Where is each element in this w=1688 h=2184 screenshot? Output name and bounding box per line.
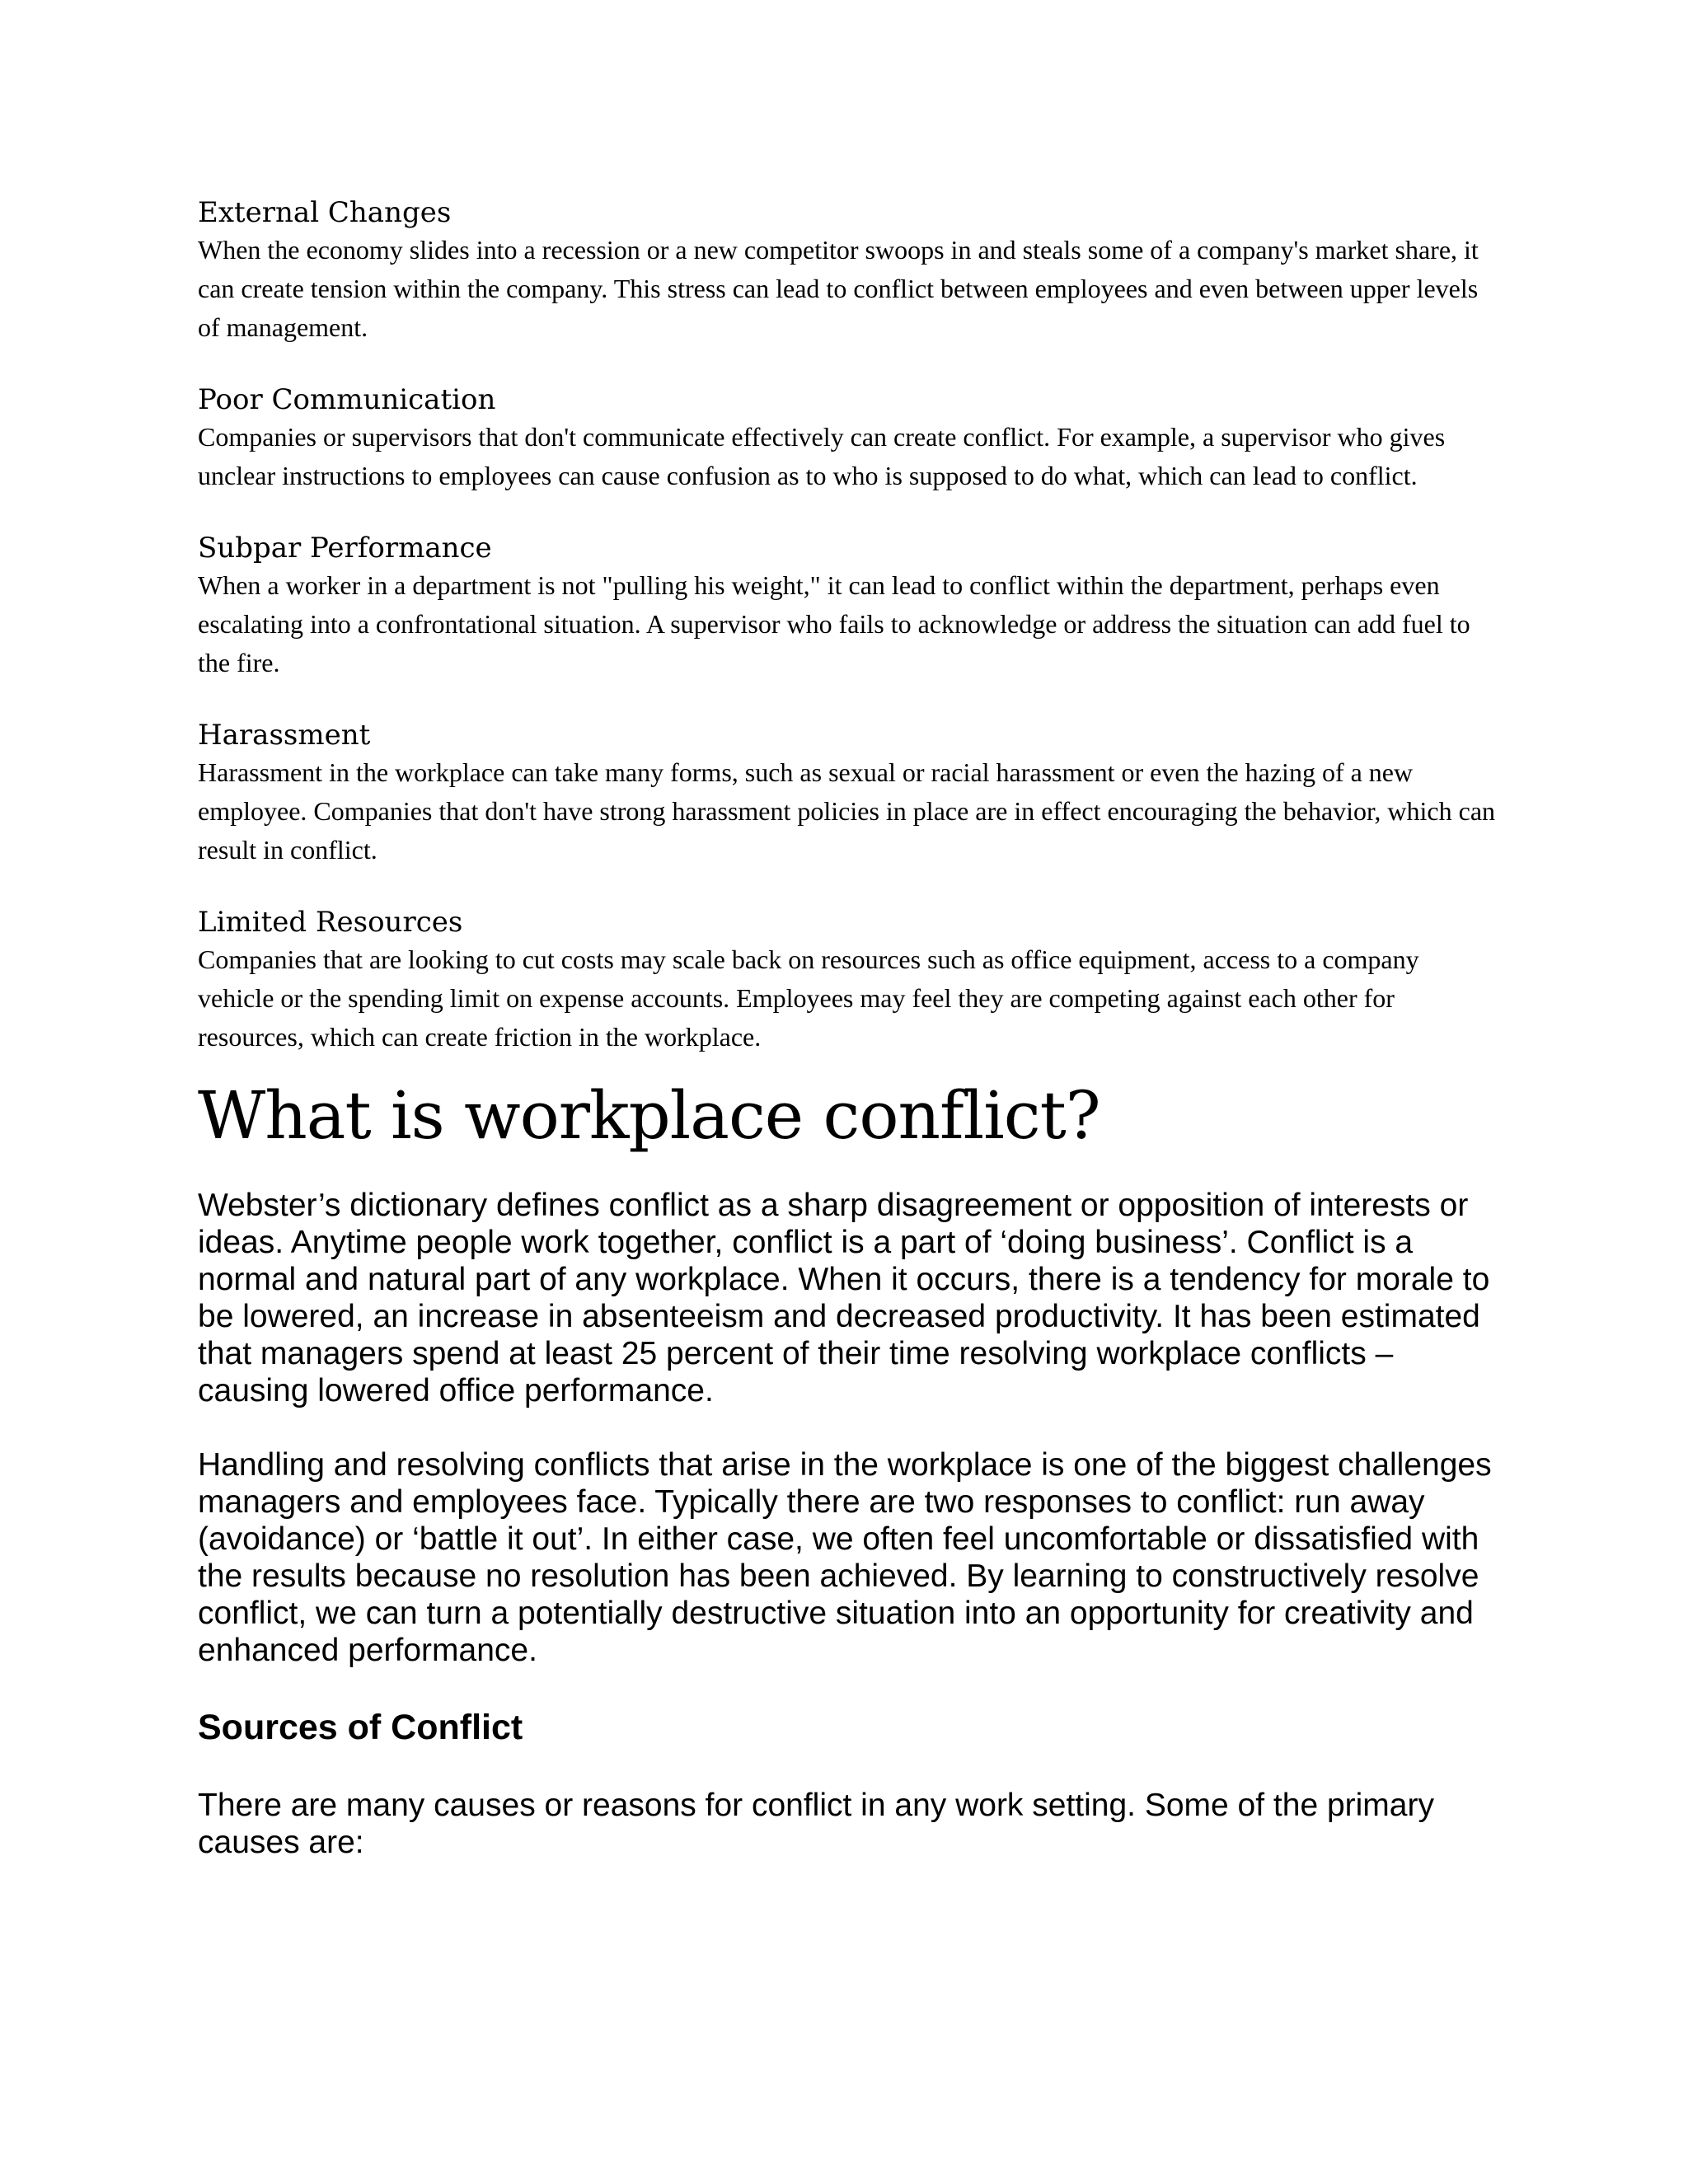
section-poor-communication: [198, 382, 1500, 495]
spacer: [198, 495, 1500, 530]
page-title: What is workplace conflict?: [198, 1077, 1100, 1154]
spacer: [198, 869, 1500, 904]
intro-paragraph: Webster’s dictionary defines conflict as a sharp disagreement or opposition of interests or ideas. Anytime people work together, conflict is a part of ‘doing business’. Conflict is a normal and natural part of any workplace. When it occurs, there is a tendency for morale to be lowered, an increase in absenteeism and decreased productivity. It has been estimated that managers spend at least 25 percent of their time resolving workplace conflicts – causing lowered office performance.: [198, 1188, 1490, 1408]
section-subpar-performance: [198, 530, 1500, 682]
spacer: [198, 682, 1500, 717]
section-body: When a worker in a department is not "pulling his weight," it can lead to conflict within the department, perhaps even escalating into a confrontational situation. A supervisor who fails to acknowledge or address the situation can add fuel to the fire.: [198, 570, 1470, 677]
section-heading: External Changes: [198, 196, 452, 229]
section-external-changes: [198, 194, 1500, 347]
spacer: [198, 347, 1500, 382]
section-heading: Subpar Performance: [198, 532, 492, 565]
spacer: [198, 1749, 1500, 1787]
section-limited-resources: [198, 904, 1500, 1057]
section-heading: Poor Communication: [198, 383, 496, 416]
handling-paragraph: Handling and resolving conflicts that arise in the workplace is one of the biggest challenges managers and employees face. Typically there are two responses to conflict: run away (avoidance) or ‘battle it out’. In either case, we often feel uncomfortable or dissatisfied with the results because no resolution has been achieved. By learning to constructively resolve conflict, we can turn a potentially destructive situation into an opportunity for creativity and enhanced performance.: [198, 1447, 1492, 1668]
section-body: When the economy slides into a recession or a new competitor swoops in and steals some of a company's market share, it can create tension within the company. This stress can lead to conflict between employees and even between upper levels of management.: [198, 235, 1479, 342]
section-harassment: [198, 717, 1500, 869]
sources-heading: Sources of Conflict: [198, 1708, 523, 1747]
section-body: Harassment in the workplace can take many forms, such as sexual or racial harassment or even the hazing of a new employee. Companies that don't have strong harassment policies in place are in effect encouraging the behavior, which can result in conflict.: [198, 757, 1496, 865]
sources-paragraph: There are many causes or reasons for conflict in any work setting. Some of the primary causes are:: [198, 1788, 1434, 1860]
document-page: [198, 194, 1500, 1861]
spacer: [198, 1669, 1500, 1706]
section-body: Companies or supervisors that don't communicate effectively can create conflict. For example, a supervisor who gives unclear instructions to employees can cause confusion as to who is supposed to do what, which can lead to conflict.: [198, 422, 1446, 490]
section-body: Companies that are looking to cut costs may scale back on resources such as office equipment, access to a company vehicle or the spending limit on expense accounts. Employees may feel they are competing against each other for resources, which can create friction in the workplace.: [198, 944, 1419, 1052]
section-heading: Harassment: [198, 719, 371, 752]
section-heading: Limited Resources: [198, 906, 463, 939]
spacer: [198, 1409, 1500, 1446]
